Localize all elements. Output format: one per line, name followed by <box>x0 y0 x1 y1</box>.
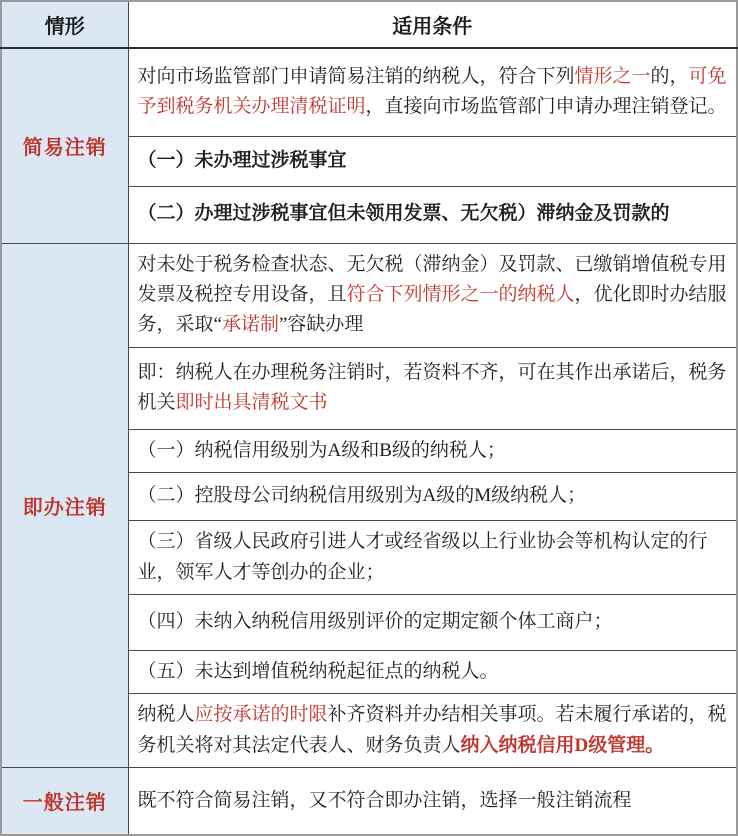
condition-cell: （五）未达到增值税纳税起征点的纳税人。 <box>128 651 737 694</box>
condition-cell: （一）未办理过涉税事宜 <box>128 136 737 186</box>
header-condition: 适用条件 <box>128 1 737 48</box>
condition-cell: （三）省级人民政府引进人才或经省级以上行业协会等机构认定的行业，领军人才等创办的企业； <box>128 521 737 595</box>
condition-cell: 即：纳税人在办理税务注销时，若资料不齐，可在其作出承诺后，税务机关即时出具清税文书 <box>128 347 737 429</box>
table-row <box>1 243 737 347</box>
condition-cell: （二）办理过涉税事宜但未领用发票、无欠税）滞纳金及罚款的 <box>128 186 737 243</box>
header-situation: 情形 <box>1 1 128 48</box>
section-label-general-deregistration: 一般注销 <box>1 768 128 835</box>
condition-cell: （四）未纳入纳税信用级别评价的定期定额个体工商户； <box>128 595 737 651</box>
condition-cell: （一）纳税信用级别为A级和B级的纳税人； <box>128 429 737 472</box>
condition-cell: （二）控股母公司纳税信用级别为A级的M级纳税人； <box>128 473 737 521</box>
condition-cell: 纳税人应按承诺的时限补齐资料并办结相关事项。若未履行承诺的，税务机关将对其法定代表人、财务负责人纳入纳税信用D级管理。 <box>128 694 737 768</box>
table-header-row <box>1 1 737 48</box>
table-row <box>1 48 737 136</box>
condition-cell: 对向市场监管部门申请简易注销的纳税人，符合下列情形之一的，可免予到税务机关办理清税证明，直接向市场监管部门申请办理注销登记。 <box>128 48 737 136</box>
condition-cell: 对未处于税务检查状态、无欠税（滞纳金）及罚款、已缴销增值税专用发票及税控专用设备，且符合下列情形之一的纳税人，优化即时办结服务，采取“承诺制”容缺办理 <box>128 243 737 347</box>
section-label-simple-deregistration: 简易注销 <box>1 48 128 243</box>
condition-cell: 既不符合简易注销，又不符合即办注销，选择一般注销流程 <box>128 768 737 835</box>
section-label-immediate-deregistration: 即办注销 <box>1 243 128 768</box>
table-row <box>1 768 737 835</box>
